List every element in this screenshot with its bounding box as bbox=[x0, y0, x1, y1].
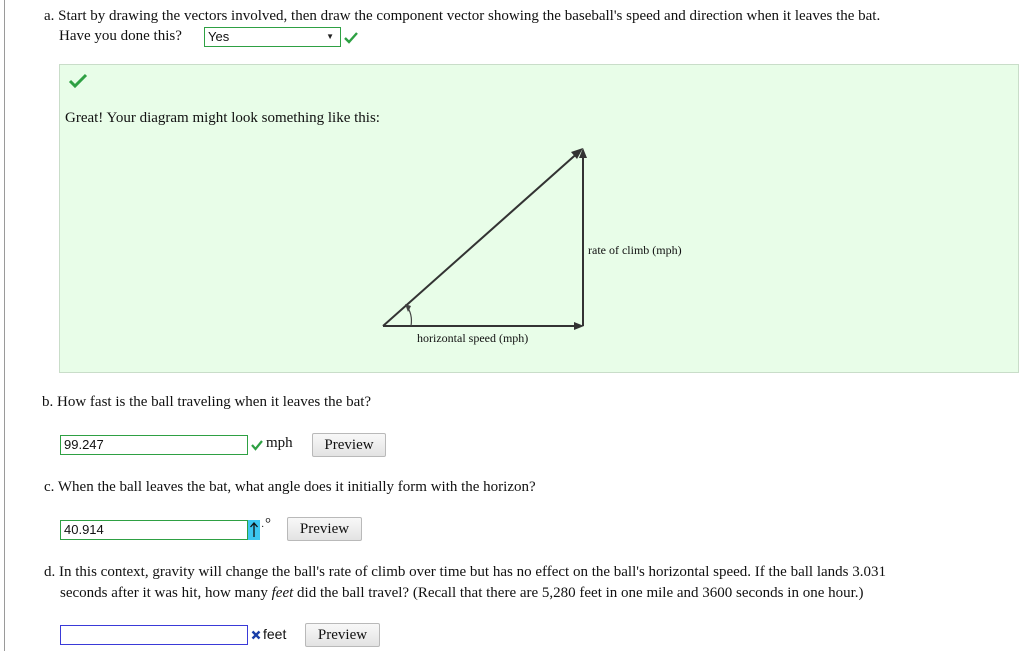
up-arrow-icon bbox=[248, 520, 260, 540]
speed-unit: mph bbox=[266, 435, 293, 451]
distance-unit: feet bbox=[263, 626, 287, 642]
dot-icon: · bbox=[261, 522, 265, 533]
check-icon bbox=[251, 440, 263, 451]
part-d-question-line2: seconds after it was hit, how many feet did the ball travel? (Recall that there are 5,280 feet in one mile and 3600 seconds in one hour.) bbox=[60, 585, 864, 601]
angle-unit: ° bbox=[265, 516, 271, 532]
feedback-panel bbox=[59, 64, 1019, 373]
arrowhead-icon bbox=[405, 304, 411, 312]
preview-button-b[interactable]: Preview bbox=[312, 433, 386, 457]
vertical-label: rate of climb (mph) bbox=[588, 243, 682, 257]
preview-button-d[interactable]: Preview bbox=[305, 623, 380, 647]
check-icon bbox=[344, 32, 358, 44]
speed-input[interactable]: 99.247 bbox=[60, 435, 248, 455]
preview-button-c[interactable]: Preview bbox=[287, 517, 362, 541]
distance-input[interactable] bbox=[60, 625, 248, 645]
part-a-question: a. Start by drawing the vectors involved, then draw the component vector showing the baseball's speed and direction when it leaves the bat. bbox=[44, 8, 881, 24]
velocity-vector bbox=[383, 150, 581, 326]
done-select-value: Yes bbox=[208, 29, 230, 44]
horizontal-label: horizontal speed (mph) bbox=[417, 331, 529, 345]
part-c-question: c. When the ball leaves the bat, what angle does it initially form with the horizon? bbox=[44, 479, 536, 495]
left-border bbox=[4, 0, 5, 651]
part-b-question: b. How fast is the ball traveling when it leaves the bat? bbox=[42, 394, 372, 410]
done-select[interactable] bbox=[204, 27, 341, 47]
x-icon bbox=[251, 630, 261, 640]
angle-input[interactable]: 40.914 bbox=[60, 520, 248, 540]
chevron-down-icon: ▼ bbox=[326, 32, 334, 41]
part-d-question-line1: d. In this context, gravity will change the ball's rate of climb over time but has no effect on the ball's horizontal speed. If the ball lands 3.031 bbox=[44, 564, 886, 580]
vector-diagram bbox=[60, 65, 1018, 372]
feedback-message: Great! Your diagram might look something like this: bbox=[65, 110, 380, 126]
part-a-prompt: Have you done this? bbox=[59, 28, 182, 44]
